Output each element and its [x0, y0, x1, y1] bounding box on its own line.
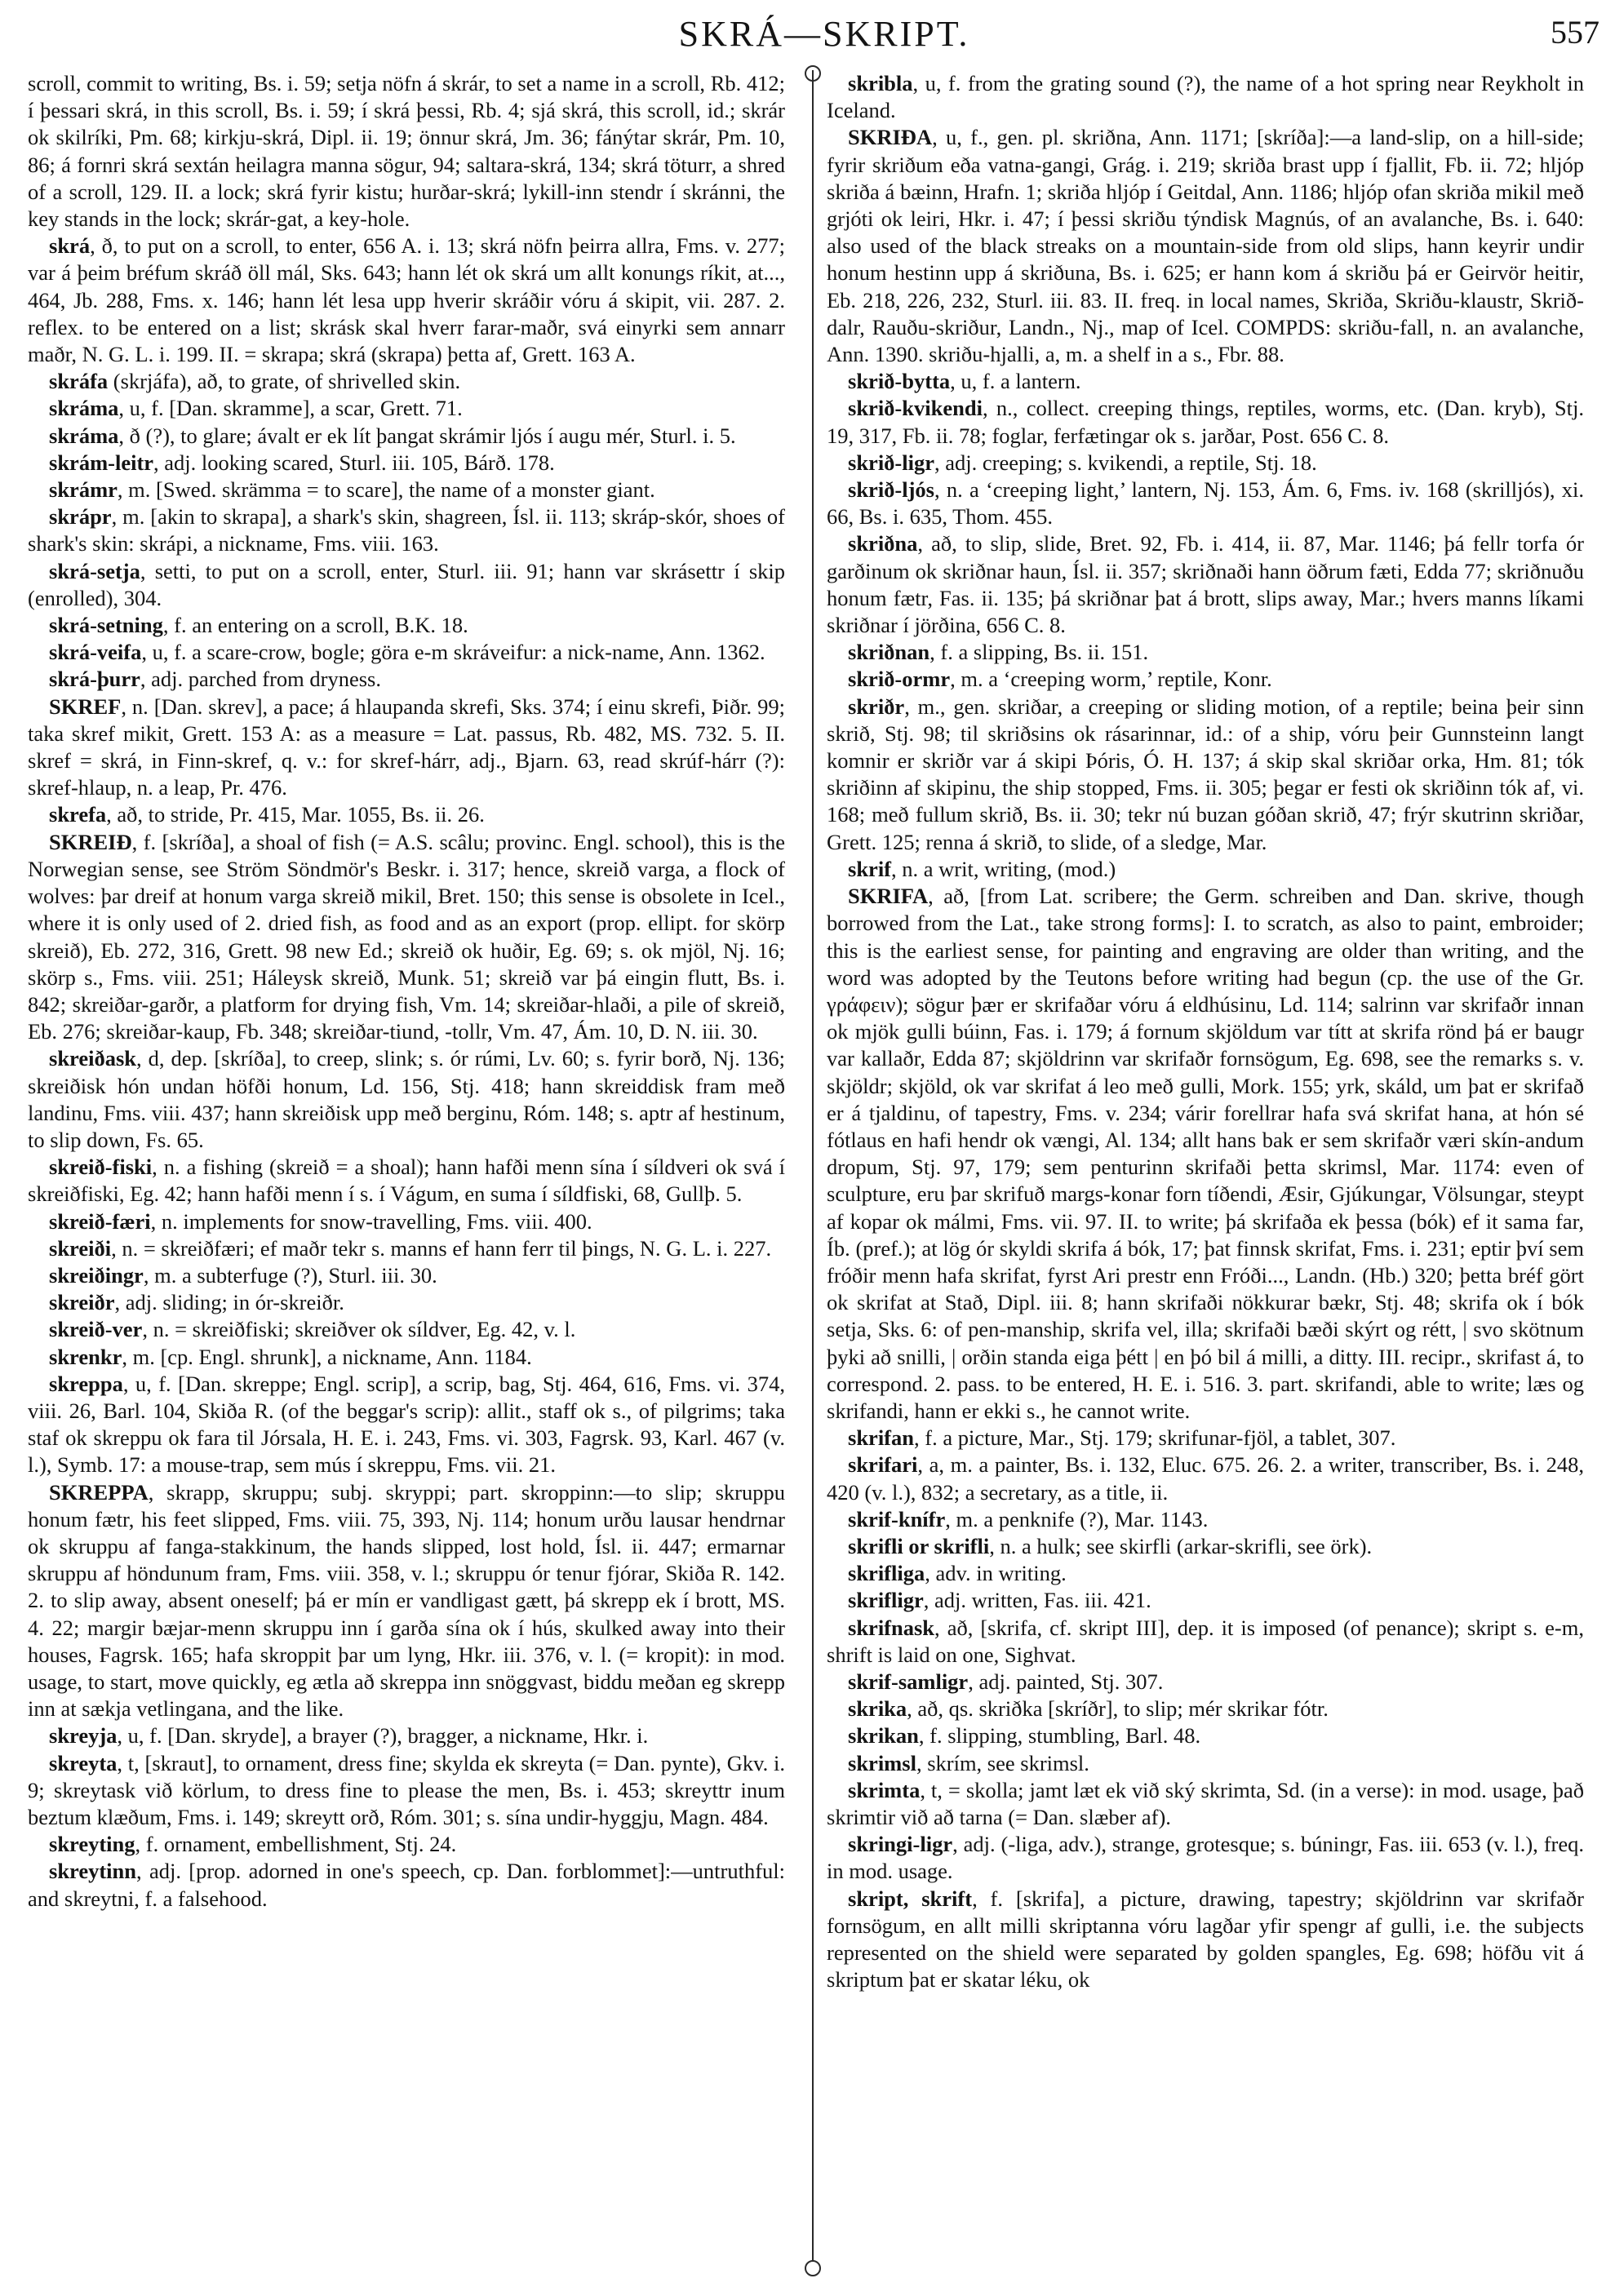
dictionary-entry	[28, 1262, 785, 1289]
entry-definition: , f. [skríða], a shoal of fish (= A.S. scâlu; provinc. Engl. school), this is the Norwegian sense, see Ström Söndmör's Beskr. i. 317; hence, skreið varga, a flock of wolves: þar dreif at honum varga skreið mikil, Bret. 150; this sense is obsolete in Icel., where it is only used of 2. dried fish, as food and as an export (prop. ellipt. for skörp skreið), Eb. 272, 316, Grett. 98 new Ed.; skreið ok huðir, Eg. 69; s. ok mjöl, Nj. 16; skörp s., Fms. viii. 251; Háleysk skreið, Munk. 51; skreið var þá eingin flutt, Bs. i. 842; skreiðar-garðr, a platform for drying fish, Vm. 14; skreiðar-hlaði, a pile of skreið, Eb. 276; skreiðar-kaup, Fb. 348; skreiðar-tiund, -tollr, Vm. 47, Ám. 10, D. N. iii. 30.	[28, 829, 785, 1044]
entry-headword: skrifligr	[848, 1588, 924, 1613]
entry-definition: , n. = skreiðfæri; ef maðr tekr s. manns ef hann ferr til þings, N. G. L. i. 227.	[111, 1235, 772, 1261]
entry-headword: skrenkr	[49, 1344, 122, 1369]
entry-definition: , adv. in writing.	[925, 1561, 1067, 1586]
entry-definition: , m. [akin to skrapa], a shark's skin, shagreen, Ísl. ii. 113; skráp-skór, shoes of shark's skin: skrápi, a nickname, Fms. viii. 163.	[28, 504, 785, 556]
entry-headword: skrámr	[49, 477, 118, 503]
dictionary-entry	[827, 1452, 1584, 1505]
entry-definition: , n. implements for snow-travelling, Fms. viii. 400.	[150, 1208, 592, 1234]
entry-definition: , n. = skreiðfiski; skreiðver ok síldver, Eg. 42, v. l.	[142, 1317, 576, 1342]
dictionary-entry	[28, 70, 785, 233]
entry-headword: skrið-kvikendi	[848, 396, 983, 421]
entry-definition: , adj. (-liga, adv.), strange, grotesque; s. búningr, Fas. iii. 653 (v. l.), freq. in mod. usage.	[827, 1832, 1584, 1884]
dictionary-entry	[827, 1669, 1584, 1695]
dictionary-entry	[28, 1289, 785, 1316]
entry-definition: , að, qs. skriðka [skríðr], to slip; mér skrikar fótr.	[907, 1696, 1329, 1722]
entry-headword: skrif-knífr	[848, 1506, 946, 1531]
page-title: SKRÁ—SKRIPT.	[678, 14, 970, 54]
entry-headword: skrifari	[848, 1452, 918, 1478]
dictionary-entry	[28, 1831, 785, 1858]
dictionary-entry	[827, 1695, 1584, 1722]
entry-definition: , m. [Swed. skrämma = to scare], the name of a monster giant.	[117, 477, 655, 503]
entry-headword: skráma	[49, 423, 119, 448]
dictionary-entry	[28, 1154, 785, 1208]
entry-definition: , u, f. a lantern.	[950, 369, 1081, 394]
dictionary-entry	[28, 1750, 785, 1832]
entry-headword: SKREPPA	[49, 1479, 149, 1505]
entry-headword: skráma	[49, 396, 119, 421]
entry-headword: skreið-fiski	[49, 1155, 153, 1180]
entry-definition: , ð, to put on a scroll, to enter, 656 A. i. 13; skrá nöfn þeirra allra, Fms. v. 277; var á þeim bréfum skráð öll mál, Sks. 643; hann lét ok skrá um allt konungs ríkit, at..., 464, Jb. 288, Fms. x. 146; hann lét lesa upp hverir skráðir vóru á skipit, vii. 287. 2. reflex. to be entered on a list; skrásk skal hverr farar-maðr, svá einyrki sem annarr maðr, N. G. L. i. 199. II. = skrapa; skrá (skrapa) þetta af, Grett. 163 A.	[28, 233, 785, 367]
dictionary-entry	[28, 1045, 785, 1154]
entry-definition: , ð (?), to glare; ávalt er ek lít þangat skrámir ljós í augu mér, Sturl. i. 5.	[118, 423, 736, 448]
entry-headword: skrið-ormr	[848, 667, 951, 692]
entry-definition: , m., gen. skriðar, a creeping or sliding motion, of a reptile; beina þeir sinn skrið, Stj. 98; til skriðsins ok rásarinnar, id.: of a ship, vóru þeir Gunnsteinn langt komnir er skriðr var á skipi Þóris, Ó. H. 137; á skip skal skriðar orka, Hm. 81; tók skriðinn af skipinu, the ship stopped, Fms. ii. 305; þegar er festi ok skriðinn tók af, vi. 168; með fullum skrið, Bs. ii. 30; tekr nú buzan góðan skrið, 47; frýr skutrinn skriðar, Grett. 125; renna á skrið, to slide, of a sledge, Mar.	[827, 694, 1584, 854]
entry-headword: skrifnask	[848, 1615, 935, 1640]
dictionary-entry	[827, 450, 1584, 476]
dictionary-entry	[827, 694, 1584, 856]
entry-definition: , f. an entering on a scroll, B.K. 18.	[162, 613, 468, 638]
entry-headword: skreyta	[49, 1750, 118, 1775]
dictionary-entry	[28, 503, 785, 557]
dictionary-entry	[827, 476, 1584, 530]
dictionary-entry	[827, 395, 1584, 449]
dictionary-entry	[28, 423, 785, 450]
dictionary-entry	[827, 883, 1584, 1425]
entry-headword: skrá	[49, 233, 91, 259]
entry-headword: skreppa	[49, 1371, 123, 1396]
entry-definition: , adj. parched from dryness.	[140, 667, 381, 692]
dictionary-entry	[28, 395, 785, 422]
dictionary-entry	[827, 1506, 1584, 1533]
dictionary-entry	[827, 1750, 1584, 1777]
entry-definition: , n. a writ, writing, (mod.)	[891, 856, 1116, 881]
entry-headword: skrá-veifa	[49, 640, 142, 665]
column-divider	[812, 70, 814, 2267]
dictionary-entry	[28, 666, 785, 693]
dictionary-entry	[28, 476, 785, 503]
dictionary-entry	[827, 124, 1584, 368]
entry-definition: , f. [skrifa], a picture, drawing, tapestry; skjöldrinn var skrifaðr fornsögum, en allt milli skriptanna vóru lagðar yfir spengr af gulli, i.e. the subjects represented on the shield were separated by golden spangles, Eg. 698; höfðu vit á skriptum þat er skatar léku, ok	[827, 1886, 1584, 1992]
page-header	[49, 11, 1599, 60]
entry-definition: , u, f. from the grating sound (?), the name of a hot spring near Reykholt in Iceland.	[827, 71, 1584, 123]
entry-definition: , skrím, see skrimsl.	[916, 1750, 1089, 1775]
entry-definition: , að, to slip, slide, Bret. 92, Fb. i. 414, ii. 87, Mar. 1146; þá fellr torfa ór garðinum ok skriðnar haun, Ísl. ii. 357; skriðnaði hann öðrum fæti, Edda 77; skriðnuðu honum fætr, Fas. ii. 135; þá skriðnar þat á brott, slips away, Mar.; hvers manns líkami skriðnar í jörðina, 656 C. 8.	[827, 531, 1584, 638]
entry-headword: skreyting	[49, 1832, 135, 1857]
entry-headword: skreið-ver	[49, 1317, 143, 1342]
dictionary-entry	[28, 233, 785, 368]
left-column	[28, 70, 785, 2286]
dictionary-entry	[28, 558, 785, 612]
entry-headword: skrimta	[848, 1777, 921, 1802]
entry-headword: skrikan	[848, 1723, 919, 1749]
entry-headword: skrá-setning	[49, 613, 163, 638]
entry-definition: , adj. sliding; in ór-skreiðr.	[114, 1290, 344, 1315]
dictionary-entry	[827, 530, 1584, 639]
entry-definition: , u, f. [Dan. skramme], a scar, Grett. 71.	[118, 396, 463, 421]
entry-headword: skrif-samligr	[848, 1669, 969, 1694]
column-divider-bottom-ornament	[805, 2260, 821, 2276]
dictionary-entry	[28, 694, 785, 802]
entry-headword: skrið-bytta	[848, 369, 951, 394]
entry-headword: skrápr	[49, 504, 112, 530]
entry-headword: skringi-ligr	[848, 1832, 953, 1857]
dictionary-entry	[827, 1722, 1584, 1749]
entry-definition: , u, f. a scare-crow, bogle; göra e-m skráveifur: a nick-name, Ann. 1362.	[141, 640, 765, 665]
entry-headword: skrika	[848, 1696, 907, 1722]
entry-definition: , m. [cp. Engl. shrunk], a nickname, Ann. 1184.	[122, 1344, 532, 1369]
entry-headword: skreiðask	[49, 1046, 137, 1071]
entry-headword: skrið-ljós	[848, 477, 934, 503]
entry-headword: skrám-leitr	[49, 450, 154, 475]
dictionary-entry	[827, 1560, 1584, 1587]
entry-definition: , f. a slipping, Bs. ii. 151.	[930, 640, 1149, 665]
entry-definition: , n. a fishing (skreið = a shoal); hann hafði menn sína í síldveri ok svá í skreiðfiski, Eg. 42; hann hafði menn í s. í Vágum, en suma í síldfiski, 68, Gullþ. 5.	[28, 1155, 785, 1207]
entry-headword: SKRIFA	[848, 884, 929, 909]
entry-definition: , m. a ‘creeping worm,’ reptile, Konr.	[950, 667, 1272, 692]
dictionary-entry	[28, 450, 785, 476]
entry-definition: scroll, commit to writing, Bs. i. 59; setja nöfn á skrár, to set a name in a scroll, Rb. 412; í þessari skrá, in this scroll, Bs. i. 59; í skrá þessi, Rb. 4; sjá skrá, this scroll, id.; skrár ok skilríki, Pm. 68; kirkju-skrá, Dipl. ii. 19; önnur skrá, Jm. 36; fánýtar skrár, Pm. 10, 86; á fornri skrá sextán heilagra manna sögur, 94; saltara-skrá, 134; skrá töturr, a shred of a scroll, 129. II. a lock; skrá fyrir kistu; hurðar-skrá; lykill-inn stendr í skránni, the key stands in the lock; skrár-gat, a key-hole.	[28, 71, 785, 232]
dictionary-entry	[28, 829, 785, 1046]
entry-definition: , t, = skolla; jamt læt ek við ský skrimta, Sd. (in a verse): in mod. usage, það skrimtir við að tarna (= Dan. slæber af).	[827, 1777, 1584, 1829]
entry-definition: , u, f. [Dan. skryde], a brayer (?), bragger, a nickname, Hkr. i.	[117, 1723, 649, 1749]
entry-definition: , skrapp, skruppu; subj. skryppi; part. skroppinn:—to slip; skruppu honum fætr, his feet slipped, Fms. viii. 75, 393, Nj. 114; honum urðu lausar hendrnar ok skruppu af fanga-stakkinum, the hands slipped, lost hold, Ísl. ii. 447; ermarnar skruppu af höndunum fram, Fms. viii. 358, v. l.; skruppu ór tenur fjórar, Skiða R. 142. 2. to slip away, absent oneself; þá er mín er vandligast gætt, þá skrepp ek í brott, MS. 4. 22; margir bæjar-menn skruppu inn í garða sína ok í hús, skulked away into their houses, Fagrsk. 165; hafa skroppit þar um lyng, Hkr. iii. 376, v. l. (= kropit): in mod. usage, to start, move quickly, eg ætla að skreppa inn snöggvast, biddu meðan eg skrepp inn at sækja vetlingana, and the like.	[28, 1479, 785, 1722]
dictionary-entry	[28, 1235, 785, 1262]
entry-definition: , að, [from Lat. scribere; the Germ. schreiben and Dan. skrive, though borrowed from the Lat., take strong forms]: I. to scratch, as also to paint, embroider; this is the earliest sense, for painting and engraving are older than writing, and the word was adopted by the Teutons before writing had begun (cp. the use of the Gr. γράφειν); sögur þær er skrifaðar vóru á eldhúsinu, Ld. 114; salrinn var skrifaðr innan ok mjök gulli búinn, Fas. i. 179; á fornum skjöldum var títt at skrifa rönd þá er baugr var kallaðr, Edda 87; skjöldrinn var skrifaðr fornsögum, Eg. 698, see the remarks s. v. skjöldr; skjöld, ok var skrifat á leo með gulli, Mork. 155; yrk, skáld, um þat er skrifað er á tjaldinu, of tapestry, Fms. v. 234; várir forellrar hafa svá skrifat hana, at hón sé fótlaus en hafi hendr ok vængi, Al. 134; allt hans bak er sem skrifaðr væri skín-andum dropum, Stj. 97, 179; sem penturinn skrifaði þetta skrimsl, Mar. 1174: even of sculpture, eru þar skrifuð margs-konar forn tíðendi, Æsir, Gjúkungar, Völsungar, steypt af kopar ok málmi, Fms. vii. 97. II. to write; þá skrifaða ek þessa (bók) ef it sama far, Íb. (pref.); at lög ór skyldi skrifa á bók, 17; þat finnsk skrifat, Fms. i. 231; eptir því sem fróðir menn hafa skrifat, fyrst Ari prestr enn Fróði..., Landn. (Hb.) 320; þetta bréf gört ok skrifat at Stað, Dipl. iii. 8; hann skrifaði nökkurar bækr, Stj. 48; skrifa ok í bók setja, Sks. 6: of pen-manship, skrifa vel, illa; skrifaði bæði skýrt og rétt, | svo skötnum þyki að snilli, | orðin standa eiga þétt | en þó bil á milli, a ditty. III. recipr., skrifast á, to correspond. 2. pass. to be entered, H. E. i. 516. 3. part. skrifandi, able to write; læs og skrifandi, hann er ekki s., he cannot write.	[827, 884, 1584, 1423]
entry-headword: skrefa	[49, 802, 107, 827]
entry-definition: , u, f. [Dan. skreppe; Engl. scrip], a scrip, bag, Stj. 464, 616, Fms. vi. 374, viii. 26, Barl. 104, Skiða R. (of the beggar's scrip): allit., staff ok s., of pilgrims; taka staf ok skreppu ok fara til Jórsala, H. E. i. 243, Fms. vi. 303, Fagrsk. 93, Karl. 467 (v. l.), Symb. 17: a mouse-trap, sem mús í skreppu, Fms. vii. 21.	[28, 1371, 785, 1478]
right-column	[827, 70, 1584, 2286]
dictionary-entry	[827, 70, 1584, 124]
page-number: 557	[1551, 14, 1599, 51]
dictionary-entry	[827, 368, 1584, 395]
dictionary-entry	[827, 1886, 1584, 1994]
dictionary-entry	[827, 639, 1584, 666]
dictionary-entry	[827, 1831, 1584, 1885]
dictionary-entry	[827, 1587, 1584, 1614]
dictionary-entry	[28, 639, 785, 666]
dictionary-entry	[28, 1208, 785, 1235]
dictionary-entry	[28, 801, 785, 828]
entry-definition: , adj. painted, Stj. 307.	[968, 1669, 1164, 1694]
entry-headword: skriðna	[848, 531, 918, 556]
dictionary-entry	[827, 666, 1584, 693]
entry-definition: , m. a subterfuge (?), Sturl. iii. 30.	[143, 1262, 437, 1288]
entry-definition: , að, [skrifa, cf. skript III], dep. it is imposed (of penance); skript s. e-m, shrift is laid on one, Sighvat.	[827, 1615, 1584, 1667]
entry-headword: skreiðingr	[49, 1262, 144, 1288]
entry-definition: , u, f., gen. pl. skriðna, Ann. 1171; [skríða]:—a land-slip, on a hill-side; fyrir skriðum eða vatna-gangi, Grág. i. 219; skriða brast upp í fjallit, Fb. ii. 72; hljóp skriða á bæinn, Hrafn. 1; skriða hljóp í Geitdal, Ann. 1186; hljóp ofan skriða mikil með grjóti ok leiri, Hkr. i. 47; í þessi skriðu týndisk Magnús, of an avalanche, Bs. i. 640: also used of the black streaks on a mountain-side from old slips, hann keyrir undir honum hestinn upp á skriðuna, Bs. i. 625; er hann kom á skriðu þá er Geirvör heitir, Eb. 218, 226, 232, Sturl. iii. 83. II. freq. in local names, Skriða, Skriðu-klaustr, Skrið-dalr, Rauðu-skriður, Landn., Nj., map of Icel. COMPDS: skriðu-fall, n. an avalanche, Ann. 1390. skriðu-hjalli, a, m. a shelf in a s., Fbr. 88.	[827, 125, 1584, 367]
dictionary-entry	[28, 1371, 785, 1479]
entry-definition: , f. slipping, stumbling, Barl. 48.	[918, 1723, 1201, 1749]
entry-definition: , setti, to put on a scroll, enter, Sturl. iii. 91; hann var skrásettr í skip (enrolled), 304.	[28, 558, 785, 610]
entry-definition: , adj. creeping; s. kvikendi, a reptile, Stj. 18.	[934, 450, 1317, 475]
entry-definition: , adj. looking scared, Sturl. iii. 105, Bárð. 178.	[153, 450, 555, 475]
entry-definition: (skrjáfa), að, to grate, of shrivelled skin.	[108, 369, 461, 394]
entry-headword: skreyja	[49, 1723, 118, 1749]
entry-definition: , f. a picture, Mar., Stj. 179; skrifunar-fjöl, a tablet, 307.	[914, 1425, 1396, 1451]
entry-headword: skrifan	[848, 1425, 914, 1451]
entry-definition: , m. a penknife (?), Mar. 1143.	[945, 1506, 1209, 1531]
entry-definition: , adj. [prop. adorned in one's speech, cp. Dan. forblommet]:—untruthful: and skreytni, f. a falsehood.	[28, 1859, 785, 1911]
dictionary-entry	[28, 1316, 785, 1343]
entry-definition: , a, m. a painter, Bs. i. 132, Eluc. 675. 26. 2. a writer, transcriber, Bs. i. 248, 420 (v. l.), 832; a secretary, as a title, ii.	[827, 1452, 1584, 1505]
entry-definition: , n., collect. creeping things, reptiles, worms, etc. (Dan. kryb), Stj. 19, 317, Fb. ii. 78; foglar, ferfætingar ok s. jarðar, Post. 656 C. 8.	[827, 396, 1584, 448]
entry-definition: , t, [skraut], to ornament, dress fine; skylda ek skreyta (= Dan. pynte), Gkv. i. 9; skreytask við körlum, to dress fine to please the men, Bs. i. 453; skreyttr inum beztum klæðum, Fms. i. 149; skreytt orð, Róm. 301; s. sína undir-hyggju, Magn. 484.	[28, 1750, 785, 1829]
entry-headword: skriðnan	[848, 640, 930, 665]
entry-headword: skribla	[848, 71, 913, 95]
entry-definition: , d, dep. [skríða], to creep, slink; s. ór rúmi, Lv. 60; s. fyrir borð, Nj. 136; skreiðisk hón undan höfði honum, Ld. 156, Stj. 418; hann skreiddisk fram með landinu, Fms. viii. 437; hann skreiðisk upp með berginu, Róm. 148; s. aptr af hestinum, to slip down, Fs. 65.	[28, 1046, 785, 1152]
entry-headword: skráfa	[49, 369, 109, 394]
dictionary-entry	[28, 368, 785, 395]
entry-definition: , n. [Dan. skrev], a pace; á hlaupanda skrefi, Sks. 374; í einu skrefi, Þiðr. 99; taka skref mikit, Grett. 153 A: as a measure = Lat. passus, Rb. 482, MS. 732. 5. II. skref = skrá, in Finn-skref, q. v.: for skref-hárr, adj., Bjarn. 63, read skrúf-hárr (?): skref-hlaup, n. a leap, Pr. 476.	[28, 694, 785, 800]
entry-headword: skrá-setja	[49, 558, 140, 583]
dictionary-entry	[827, 1533, 1584, 1560]
dictionary-entry	[28, 612, 785, 639]
entry-headword: SKRIÐA	[848, 125, 933, 150]
entry-headword: skreytinn	[49, 1859, 137, 1884]
entry-definition: , f. ornament, embellishment, Stj. 24.	[135, 1832, 457, 1857]
entry-headword: skreiðr	[49, 1290, 115, 1315]
entry-headword: skrifli or skrifli	[848, 1533, 990, 1558]
dictionary-entry	[827, 1615, 1584, 1669]
dictionary-entry	[28, 1722, 785, 1749]
entry-definition: , að, to stride, Pr. 415, Mar. 1055, Bs. ii. 26.	[106, 802, 485, 827]
entry-headword: skrif	[848, 856, 891, 881]
entry-headword: skreiði	[49, 1235, 112, 1261]
entry-headword: skrimsl	[848, 1750, 916, 1775]
entry-headword: skript, skrift	[848, 1886, 973, 1911]
entry-headword: skriðr	[848, 694, 905, 719]
entry-headword: skrifliga	[848, 1561, 925, 1586]
dictionary-entry	[28, 1479, 785, 1723]
dictionary-entry	[827, 1425, 1584, 1452]
dictionary-entry	[28, 1344, 785, 1371]
entry-headword: skrá-þurr	[49, 667, 140, 692]
dictionary-entry	[28, 1858, 785, 1912]
entry-headword: SKREF	[49, 694, 122, 719]
entry-headword: skreið-færi	[49, 1208, 151, 1234]
dictionary-entry	[827, 1777, 1584, 1831]
entry-definition: , n. a ‘creeping light,’ lantern, Nj. 153, Ám. 6, Fms. iv. 168 (skrilljós), xi. 66, Bs. i. 635, Thom. 455.	[827, 477, 1584, 530]
entry-definition: , n. a hulk; see skirfli (arkar-skrifli, see örk).	[989, 1533, 1373, 1558]
entry-definition: , adj. written, Fas. iii. 421.	[923, 1588, 1151, 1613]
dictionary-entry	[827, 856, 1584, 883]
entry-headword: skrið-ligr	[848, 450, 934, 475]
entry-headword: SKREIÐ	[49, 829, 132, 854]
